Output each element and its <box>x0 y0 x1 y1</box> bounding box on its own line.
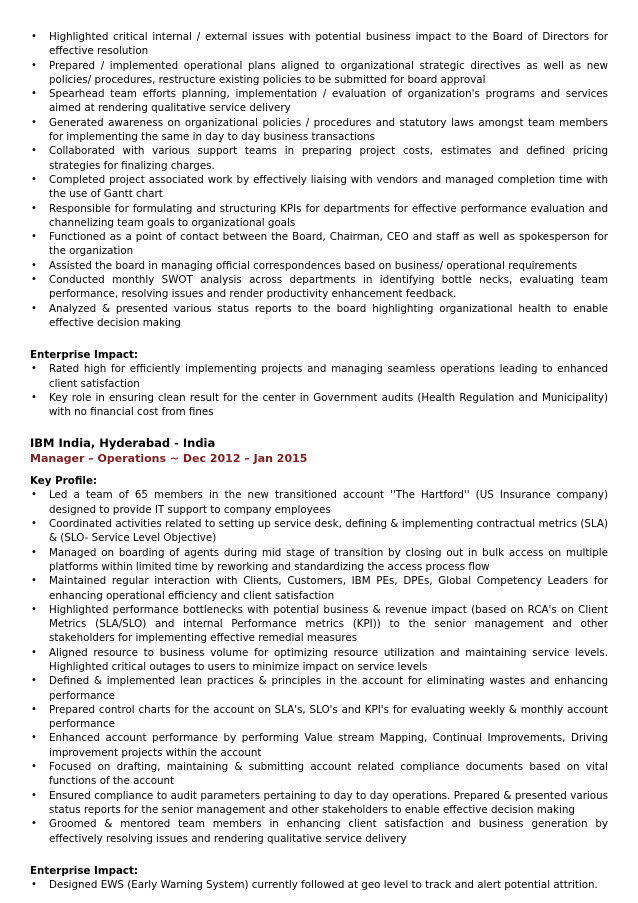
bullet-icon: • <box>31 675 37 687</box>
list-item-text: Highlighted critical internal / external issues with potential business impact to the Board of Directors for effective resolution <box>49 31 608 58</box>
intro-bullet-list <box>30 30 608 330</box>
bullet-icon: • <box>31 274 37 286</box>
bullet-icon: • <box>31 818 37 830</box>
bullet-icon: • <box>31 489 37 501</box>
bullet-icon: • <box>31 202 37 214</box>
list-item-text: Defined & implemented lean practices & principles in the account for eliminating wastes and enhancing performance <box>49 675 608 702</box>
list-item <box>30 391 608 420</box>
bullet-icon: • <box>31 646 37 658</box>
bullet-icon: • <box>31 302 37 314</box>
list-item-text: Functioned as a point of contact between the Board, Chairman, CEO and staff as well as spokesperson for the organization <box>49 231 608 258</box>
list-item-text: Ensured compliance to audit parameters pertaining to day to day operations. Prepared & presented various status reports for the senior management and other stakeholders to enable effective decision making <box>49 789 608 816</box>
list-item-text: Rated high for efficiently implementing projects and managing seamless operations leading to enhanced client satisfaction <box>49 363 608 390</box>
list-item <box>30 603 608 646</box>
list-item-text: Enhanced account performance by performing Value stream Mapping, Continual Improvements, Driving improvement projects within the account <box>49 732 608 759</box>
list-item <box>30 646 608 675</box>
list-item-text: Focused on drafting, maintaining & submitting account related compliance documents based on vital functions of the account <box>49 761 608 788</box>
bullet-icon: • <box>31 88 37 100</box>
list-item <box>30 703 608 732</box>
list-item <box>30 230 608 259</box>
list-item <box>30 202 608 231</box>
bullet-icon: • <box>31 789 37 801</box>
list-item <box>30 731 608 760</box>
list-item-text: Conducted monthly SWOT analysis across departments in identifying bottle necks, evaluating team performance, resolving issues and render productivity enhancement feedback. <box>49 274 608 301</box>
bullet-icon: • <box>31 173 37 185</box>
enterprise-impact-list <box>30 878 608 892</box>
bullet-icon: • <box>31 31 37 42</box>
list-item <box>30 362 608 391</box>
list-item <box>30 144 608 173</box>
list-item-text: Spearhead team efforts planning, implementation / evaluation of organization's programs and services aimed at rendering qualitative service delivery <box>49 88 608 115</box>
list-item-text: Managed on boarding of agents during mid stage of transition by closing out in bulk access on multiple platforms within limited time by reworking and standardizing the access process flow <box>49 546 608 573</box>
company-heading: IBM India, Hyderabad - India <box>30 436 216 451</box>
bullet-icon: • <box>31 59 37 71</box>
list-item-text: Collaborated with various support teams in preparing project costs, estimates and defined pricing strategies for finalizing charges. <box>49 145 608 172</box>
bullet-icon: • <box>31 145 37 157</box>
bullet-icon: • <box>31 231 37 243</box>
list-item-text: Aligned resource to business volume for optimizing resource utilization and maintaining service levels. Highlighted critical outages to users to minimize impact on service levels <box>49 646 608 673</box>
list-item <box>30 488 608 517</box>
bullet-icon: • <box>31 518 37 530</box>
list-item <box>30 817 608 846</box>
list-item-text: Groomed & mentored team members in enhancing client satisfaction and business generation by effectively resolving issues and rendering qualitative service delivery <box>49 818 608 845</box>
bullet-icon: • <box>31 116 37 128</box>
bullet-icon: • <box>31 703 37 715</box>
bullet-icon: • <box>31 391 37 403</box>
list-item-text: Coordinated activities related to setting up service desk, defining & implementing contractual metrics (SLA) & (SLO- Service Level Objective) <box>49 518 608 545</box>
list-item <box>30 789 608 818</box>
bullet-icon: • <box>31 761 37 773</box>
bullet-icon: • <box>31 259 37 271</box>
list-item <box>30 302 608 331</box>
bullet-icon: • <box>31 878 37 890</box>
role-heading: Manager – Operations ~ Dec 2012 – Jan 2015 <box>30 452 308 466</box>
list-item <box>30 546 608 575</box>
list-item-text: Generated awareness on organizational policies / procedures and statutory laws amongst team members for implementing the same in day to day business transactions <box>49 116 608 144</box>
list-item-text: Key role in ensuring clean result for the center in Government audits (Health Regulation and Municipality) with no financial cost from fines <box>49 391 608 419</box>
list-item <box>30 674 608 703</box>
list-item-text: Maintained regular interaction with Clients, Customers, IBM PEs, DPEs, Global Competency Leaders for enhancing operational efficiency and client satisfaction <box>49 575 608 602</box>
enterprise-impact-heading: Enterprise Impact: <box>30 864 139 877</box>
key-profile-heading: Key Profile: <box>30 475 98 488</box>
list-item-text: Led a team of 65 members in the new transitioned account ''The Hartford'' (US Insurance company) designed to provide IT support to company employees <box>49 489 608 516</box>
list-item <box>30 30 608 59</box>
enterprise-impact-list <box>30 362 608 419</box>
bullet-icon: • <box>31 546 37 558</box>
list-item <box>30 273 608 302</box>
list-item-text: Prepared / implemented operational plans aligned to organizational strategic directives as well as new policies/ procedures, restructure existing policies to be submitted for board approval <box>49 59 608 86</box>
list-item <box>30 878 608 892</box>
list-item <box>30 259 608 273</box>
bullet-icon: • <box>31 363 37 375</box>
list-item-text: Completed project associated work by effectively liaising with vendors and managed completion time with the use of Gantt chart <box>49 173 608 201</box>
list-item <box>30 517 608 546</box>
list-item <box>30 760 608 789</box>
bullet-icon: • <box>31 603 37 615</box>
list-item <box>30 173 608 202</box>
list-item-text: Responsible for formulating and structuring KPIs for departments for effective performance evaluation and channelizing team goals to organizational goals <box>49 202 608 229</box>
list-item <box>30 574 608 603</box>
list-item-text: Analyzed & presented various status reports to the board highlighting organizational health to enable effective decision making <box>49 302 608 329</box>
list-item <box>30 59 608 88</box>
list-item <box>30 116 608 145</box>
list-item-text: Highlighted performance bottlenecks with potential business & revenue impact (based on RCA's on Client Metrics (SLA/SLO) and internal Performance metrics (KPI)) to the senior management and other stakeholders for implementing effective remedial measures <box>49 603 608 645</box>
list-item-text: Assisted the board in managing official correspondences based on business/ operational requirements <box>49 259 578 272</box>
list-item-text: Prepared control charts for the account on SLA's, SLO's and KPI's for evaluating weekly & monthly account performance <box>49 703 608 731</box>
list-item-text: Designed EWS (Early Warning System) currently followed at geo level to track and alert potential attrition. <box>49 878 598 891</box>
list-item <box>30 87 608 116</box>
bullet-icon: • <box>31 732 37 744</box>
enterprise-impact-heading: Enterprise Impact: <box>30 349 139 362</box>
key-profile-list <box>30 488 608 845</box>
bullet-icon: • <box>31 575 37 587</box>
